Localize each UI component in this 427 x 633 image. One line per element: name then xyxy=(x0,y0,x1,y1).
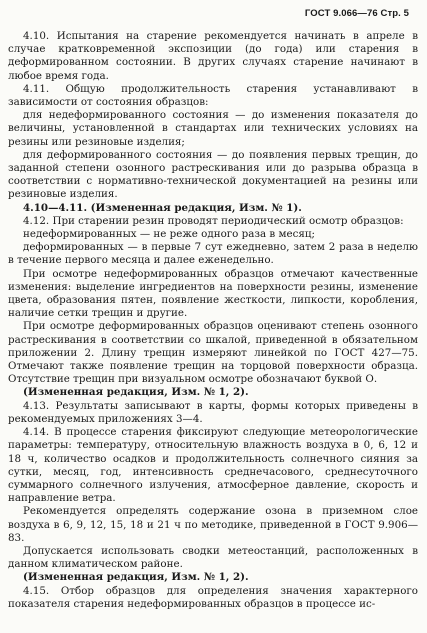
paragraph-undeformed-duration: для недеформированного состояния — до изменения показателя до величины, установленной в стандартах или технических условиях на резины или резиновые изделия; xyxy=(8,109,418,148)
amendment-note-2: (Измененная редакция, Изм. № 1, 2). xyxy=(23,571,249,584)
paragraph-4-10: 4.10. Испытания на старение рекомендуется начинать в апреле в случае кратковременной экспозиции (до года) или старения в деформированном состоянии. В других случаях старение начинают в любое время года. xyxy=(8,30,418,82)
paragraph-4-15: 4.15. Отбор образцов для определения значения характерного показателя старения недеформированных образцов в процессе ис- xyxy=(8,584,418,610)
paragraph-ozone-content: Рекомендуется определять содержание озона в приземном слое воздуха в 6, 9, 12, 15, 18 и 21 ч по методике, приведенной в ГОСТ 9.906—83. xyxy=(8,505,418,544)
paragraph-4-13: 4.13. Результаты записывают в карты, формы которых приведены в рекомендуемых приложениях 3—4. xyxy=(8,399,418,425)
paragraph-ozone-cracking: При осмотре деформированных образцов оценивают степень озонного растрескивания в соответствии со шкалой, приведенной в обязательном приложении 2. Длину трещин измеряют линейкой по ГОСТ 427—75. Отмечают также появление трещин на торцовой поверхности образца. Отсутствие трещин при визуальном осмотре обозначают буквой О. xyxy=(8,320,418,386)
paragraph-deformed-inspection: деформированных — в первые 7 сут ежедневно, затем 2 раза в неделю в течение первого месяца и далее еженедельно. xyxy=(8,241,418,267)
paragraph-weather-reports: Допускается использовать сводки метеостанций, расположенных в данном климатическом районе. xyxy=(8,544,418,571)
paragraph-deformed-duration: для деформированного состояния — до появления первых трещин, до заданной степени озонного растрескивания или до разрыва образца в соответствии с нормативно-технической документацией на резины или резиновые изделия. xyxy=(8,148,418,201)
paragraph-4-11: 4.11. Общую продолжительность старения устанавливают в зависимости от состояния образцов: xyxy=(8,82,418,109)
amendment-note-1: (Измененная редакция, Изм. № 1, 2). xyxy=(23,386,249,399)
document-body xyxy=(8,30,418,611)
paragraph-qualitative-changes: При осмотре недеформированных образцов отмечают качественные изменения: выделение ингредиентов на поверхности резины, изменение цвета, образования пятен, появление жесткости, липкости, коробления, наличие сетки трещин и другие. xyxy=(8,267,418,320)
amendment-note-4-10-4-11: 4.10—4.11. (Измененная редакция, Изм. № 1). xyxy=(23,201,302,214)
page-header: ГОСТ 9.066—76 Стр. 5 xyxy=(304,8,409,19)
paragraph-4-12: 4.12. При старении резин проводят периодический осмотр образцов: xyxy=(23,214,404,227)
paragraph-4-14: 4.14. В процессе старения фиксируют следующие метеорологические параметры: температуру, относительную влажность воздуха в 0, 6, 12 и 18 ч, количество осадков и продолжительность солнечного сияния за сутки, месяц, год, интенсивность среднечасового, среднесуточного суммарного солнечного излучения, атмосферное давление, скорость и направление ветра. xyxy=(8,426,418,505)
paragraph-undeformed-inspection: недеформированных — не реже одного раза в месяц; xyxy=(23,228,315,241)
